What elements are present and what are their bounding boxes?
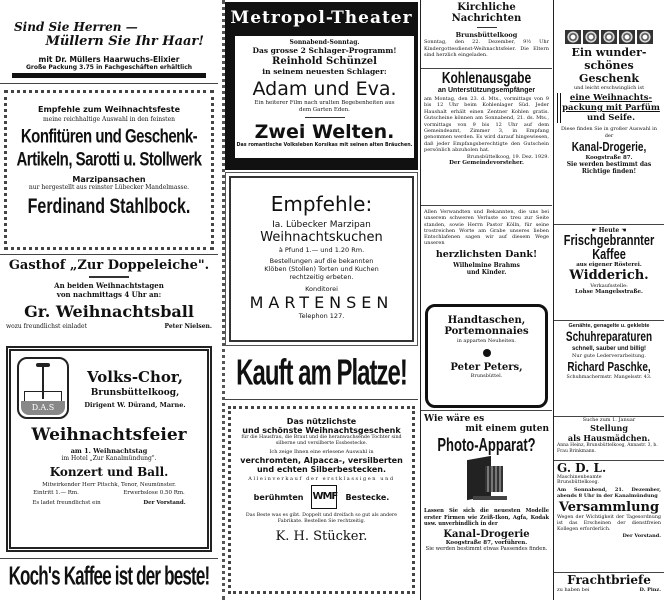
stellung-head-1: Stellung [590,423,628,433]
stellung-sign: Anna Heinz, Brunsbüttelkoog, Annastr. 3, b. Frau Brinkmann. [557,443,658,454]
martensen-orders-1: Bestellungen auf die bekannten [269,257,374,265]
bullet-dot [483,349,491,357]
column-2 [222,0,418,600]
stuecker-name: K. H. Stücker. [275,529,368,544]
ad-haarwuchs [0,2,218,84]
martensen-shop: Konditorei [305,285,338,293]
parfum-item-2: packung mit Parfüm [562,103,660,113]
metropol-body [235,36,414,158]
metropol-actor: Reinhold Schünzel [272,56,377,67]
stahlbock-sub: meine reichhaltige Auswahl in den feinsten [42,116,176,123]
kirche-title: Kirchliche Nachrichten [451,2,522,24]
fracht-footer [557,587,661,593]
ad-gasthof [0,254,218,340]
kirche-place: Brunsbüttelkoog [455,31,518,39]
photo-closing: Sie werden bestimmt etwas Passendes finden. [425,545,548,552]
divider [305,117,345,118]
dank-head: herzlichsten Dank! [435,248,538,260]
metropol-film-1: Adam und Eva. [252,78,397,100]
parfum-head-1: Ein wunder- [571,46,647,59]
metropol-program: Das grosse 2 Schlager-Programm! [252,46,397,55]
ornament-icon [637,30,653,44]
script-line-1: Sind Sie Herren — [14,20,138,34]
martensen-orders-2: Klöben (Stollen) Torten und Kuchen [264,265,379,273]
martensen-line-1: Ia. Lübecker Marzipan [272,220,371,230]
photo-q2: mit einem guten [465,424,549,434]
kohlen-date: Brunsbüttelkoog, 19. Dez. 1929. [466,153,549,160]
wmf-row [231,485,412,509]
gdl-sign: Der Vorstand. [622,533,661,540]
stahlbock-intro: Empfehle zum Weihnachtsfeste [38,105,180,114]
paschke-line-3: Nur gute Lederverarbeitung. [572,353,646,359]
ad-koch-kaffee [0,558,218,598]
ad-parfum [554,30,664,228]
ad-stellung [554,416,664,460]
camera-bellows [485,466,503,492]
kauft-slogan: Kauft am Platze! [236,353,407,394]
gasthof-invite: wozu freundlichst einladet [6,323,87,330]
pointing-hand-icon: ☛ [591,227,599,234]
kaffee-sale-2: Lohse Mangelsstraße. [575,289,643,295]
gdl-head: Versammlung [558,500,660,516]
stahlbock-head-2: Artikeln, Sarotti u. Stollwerk [16,147,202,171]
volkschor-invite: Es ladet freundlichst ein [32,500,101,506]
stuecker-items-1: verchromten, Alpacca-, versilberten [240,456,403,465]
photo-addr: Koogstraße 87, vorführen. [445,539,528,546]
kaffee-head-2: Kaffee [592,247,626,263]
gasthof-line-2: von nachmittags 4 Uhr an: [56,290,162,299]
das-logo [17,357,69,419]
gasthof-host: Peter Nielsen. [164,323,212,330]
column-1 [0,0,218,600]
stellung-line-1: Suche zum 1. Januar [582,417,636,423]
paschke-head: Schuhreparaturen [565,329,653,346]
gdl-note: Wegen der Wichtigkeit der Tagesordnung ist das Erscheinen der dienstfreien Kollegen erforderlich. [557,515,661,533]
metropol-title: Metropol-Theater [230,8,413,28]
ad-frachtbriefe [554,572,664,600]
gdl-text: Am Sonnabend, 21. Dezember, abends 8 Uhr in der Kanalmündung [557,487,661,500]
ornament-row [557,30,661,44]
ad-kauft-am-platze [225,350,418,400]
paschke-line-2: schnell, sauber und billig! [571,346,646,352]
ad-stahlbock [4,90,214,250]
gasthof-title: Gasthof „Zur Doppeleiche". [8,258,210,273]
gasthof-footer [0,321,218,330]
ad-gdl [554,460,664,570]
metropol-days: Sonnabend-Sonntag. [289,39,360,46]
metropol-film-2: Zwei Welten. [254,121,395,143]
volkschor-prices [11,490,207,496]
dank-text: Allen Verwandten und Bekannten, die uns bei unserem schweren Verluste so treu zur Seite standen, sowie Herrn Pastor Kölln, für seine trostreichen Worte am Grabe unseres lieben Entschlafenen sagen wir auf diesem Wege unseren [424,209,549,247]
entry-price: Eintritt 1.— Rm. [33,490,79,496]
stahlbock-head-1: Konfitüren und Geschenk- [20,124,198,148]
volkschor-performer: Mitwirkender Herr Pitschk, Tenor, Neumünster. [42,482,176,488]
volkschor-program: Konzert und Ball. [49,465,169,479]
dank-sign-1: Wilhelmine Brahms [453,261,520,269]
stuecker-exclusive: Alleinverkauf der erstklassigen und [248,476,395,482]
ad-peter-peters [425,304,548,408]
stahlbock-note: nur hergestellt aus reinster Lübecker Mandelmasse. [28,183,190,191]
ad-widderich-kaffee [554,224,664,318]
volkschor-name: Volks-Chor, [87,367,183,386]
kaffee-name: Widderich. [569,268,649,283]
dank-sign-2: und Kinder. [466,268,507,276]
stuecker-cutlery: Bestecke. [345,492,390,502]
notice-kirche [421,2,552,68]
parfum-sub: und leicht erschwinglich ist [573,85,645,91]
peters-sub: in apparten Neuheiten. [456,338,517,344]
wmf-logo: WMF [311,485,337,509]
gdl-sub-2: Brunsbüttelkoog. [557,480,600,485]
volkschor-place: Brunsbüttelkoog, [90,387,180,398]
haarwuchs-line-1: mit Dr. Müllers Haarwuchs-Elixier [38,55,180,64]
gdl-sub-1: Maschinenbeamte [557,475,602,480]
ornament-icon [601,30,617,44]
photo-head: Photo-Apparat? [437,434,536,455]
kaffee-sale-1: Verkaufsstelle: [590,283,628,289]
stuecker-head-2: und schönste Weihnachtsgeschenk [242,426,401,435]
metropol-film-2-desc: Das romantische Volksleben Korsikas mit seinen alten Bräuchen. [236,143,413,148]
metropol-film-1-desc: Ein heiterer Film nach uralten Begebenheiten aus dem Garten Eden. [254,100,395,113]
stuecker-head-1: Das nützlichste [286,417,357,426]
column-3 [420,0,552,600]
photo-shop: Kanal-Drogerie [443,528,530,540]
kohlen-sub: an Unterstützungsempfänger [437,87,536,94]
volkschor-sign: Der Vorstand. [143,500,186,506]
ad-stuecker [228,406,415,594]
martensen-phone: Telephon 127. [298,312,345,320]
kohlen-title: Kohlenausgabe [441,68,532,88]
lamp-head [36,363,50,367]
stuecker-items-2: und echten Silberbestecken. [256,465,386,474]
ad-photo-apparat [421,410,552,598]
ornament-icon [583,30,599,44]
paschke-name: Richard Paschke, [567,360,651,375]
stuecker-intro: Ich zeige Ihnen eine erlesene Auswahl in [269,449,374,455]
fracht-head: Frachtbriefe [567,573,651,587]
parfum-closing: Sie werden bestimmt das Richtige finden! [566,161,652,175]
stuecker-famous: berühmten [253,492,304,502]
logo-text: D.A.S [21,401,65,415]
ad-martensen [229,176,414,342]
kaffee-sub: aus eigener Rösterei. [576,262,642,268]
entry-price-reduced: Erwerbslose 0.50 Rm. [123,490,185,496]
divider [89,276,129,278]
parfum-shop: Kanal-Drogerie, [571,140,647,155]
ornament-icon [565,30,581,44]
photo-text: Lassen Sie sich die neuesten Modelle erster Firmen wie Zeiß-Ikon, Agfa, Kodak usw. unverbindlich in der [424,508,549,527]
notice-danksagung [421,205,552,301]
script-line-2: Müllern Sie Ihr Haar! [45,34,204,49]
stellung-head-2: als Hausmädchen. [567,433,651,443]
parfum-box [557,93,661,123]
martensen-name: MARTENSEN [249,293,394,312]
peters-name: Peter Peters, [450,362,523,373]
martensen-product: Weihnachtskuchen [260,230,383,245]
martensen-head: Empfehle: [270,192,373,216]
ornament-icon [619,30,635,44]
kaffee-head-1: Frischgebrannter [563,233,655,249]
stuecker-note: Das Beste was es gibt. Doppelt und dreifach so gut als andere Fabrikate. Bestellen Sie rechtzeitig. [245,513,398,524]
martensen-orders-3: rechtzeitig erbeten. [289,273,354,281]
divider [477,27,497,28]
peters-line-1: Handtaschen, [447,315,526,326]
volkschor-venue: im Hotel „Zur Kanalmündung". [61,455,157,462]
parfum-item-3: und Seife. [586,113,636,123]
pointing-hand-icon: ☚ [621,227,627,234]
stahlbock-name: Ferdinand Stahlbock. [27,196,191,219]
camera-base [473,496,507,500]
kirche-text: Sonntag, den 22. Dezember, 9½ Uhr Kindergottesdienst-Weihnachtsfeier. Die Eltern sind herzlich eingeladen. [424,39,549,58]
gasthof-event: Gr. Weihnachtsball [24,302,194,321]
koch-slogan: Koch's Kaffee ist der beste! [8,562,210,591]
kohlen-text: am Montag, den 23. d. Mts., vormittags von 9 bis 12 Uhr beim Kohlenlager Süd. Jeder Haushalt erhält einen Zentner Kohlen gratis. Gutscheine können am Sonnabend, 21. ds. Mts., vormittags von 9 bis 12 Uhr auf dem Gemeindeamt, Zimmer 3, in Empfang genommen werden. Es wird darauf hingewiesen, daß jeder Empfangsberechtigte den Gutschein persönlich abzuholen hat. [424,96,549,154]
paschke-line-1: Genähte, genagelte u. geklebte [568,323,650,329]
parfum-text: Diese finden Sie in großer Auswahl in der [561,126,657,139]
photo-q1: Wie wäre es [424,414,485,424]
fracht-text: zu haben bei [557,587,590,593]
camera-icon [467,458,507,504]
parfum-head-2: schönes Geschenk [579,59,639,85]
volkschor-conductor: Dirigent W. Dürand, Marne. [84,400,186,409]
haarwuchs-line-2: Große Packung 3.75 in Fachgeschäften erhältlich [25,64,193,71]
peters-line-2: Portemonnaies [444,326,529,337]
gdl-title: G. D. L. [557,461,607,475]
volkschor-top [11,351,207,419]
kohlen-sign: Der Gemeindevorsteher. [449,159,524,166]
volkschor-footer [11,500,207,506]
parfum-item-1: eine Weihnachts- [569,93,653,103]
column-4 [553,0,664,600]
volkschor-event: Weihnachtsfeier [31,425,187,445]
volkschor-date: am 1. Weihnachtstag [70,447,148,455]
peters-place: Brunsbüttel. [470,373,503,379]
gasthof-line-1: An beiden Weihnachtstagen [54,281,164,290]
fracht-name: D. Pinz. [639,587,661,593]
notice-kohlenausgabe [421,68,552,204]
stahlbock-item: Marzipansachen [72,174,146,184]
ad-volkschor [6,346,212,552]
martensen-price: à Pfund 1.— und 1.20 Rm. [278,246,365,254]
parfum-addr: Koogstraße 87. [585,155,633,161]
volkschor-title-block [69,368,201,409]
kaffee-today: Heute [598,227,620,234]
metropol-sub: in seinem neuesten Schlager: [262,67,387,76]
ad-metropol [225,2,418,170]
stuecker-desc: für die Hausfrau, die Braut und die heranwachsende Tochter sind silberne und versilberte Essbestecke. [241,435,402,446]
paschke-addr: Schuhmachermstr. Mangelsstr. 43. [566,375,652,380]
black-bar [12,73,206,78]
ad-paschke [554,320,664,416]
